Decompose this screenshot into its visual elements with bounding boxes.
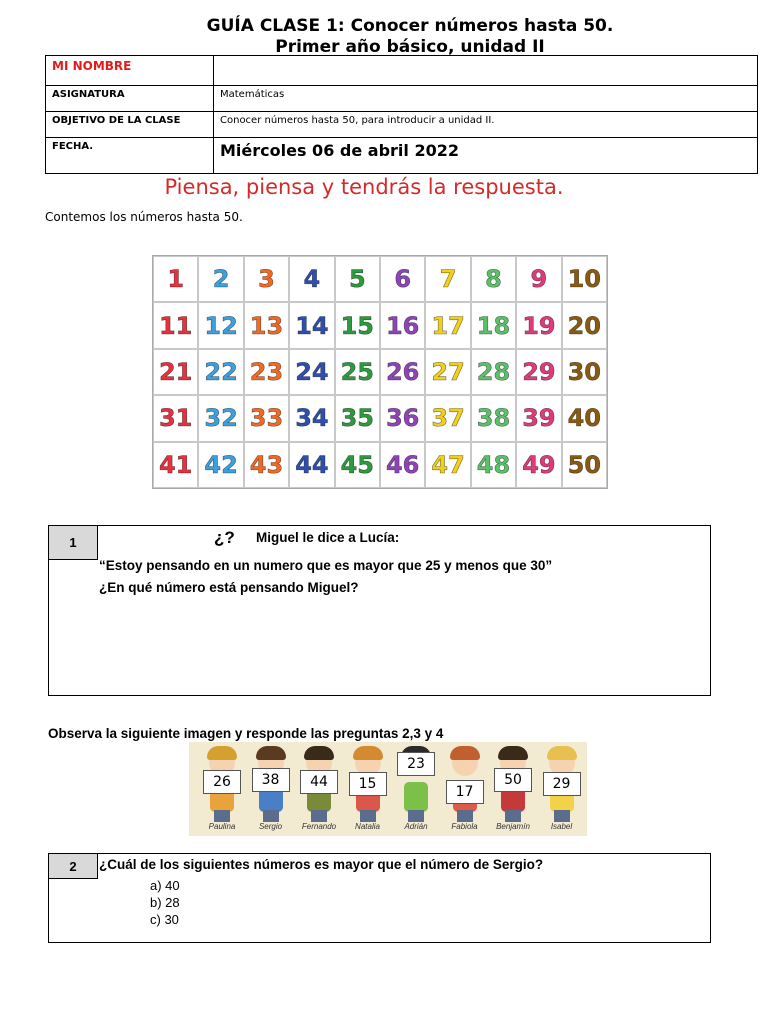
motto: Piensa, piensa y tendrás la respuesta. xyxy=(164,175,564,199)
child-name: Sergio xyxy=(258,822,283,831)
number-cell: 25 xyxy=(335,349,380,395)
child-number-card: 17 xyxy=(446,780,484,804)
number-cell: 3 xyxy=(244,256,289,302)
name-label: MI NOMBRE xyxy=(46,56,214,86)
child-hair-icon xyxy=(207,746,237,760)
number-cell: 19 xyxy=(516,302,561,348)
child-hair-icon xyxy=(304,746,334,760)
question-1-mark: ¿? xyxy=(214,528,235,547)
child-number-card: 26 xyxy=(203,770,241,794)
subject-value: Matemáticas xyxy=(214,86,758,112)
question-1-line2: ¿En qué número está pensando Miguel? xyxy=(99,580,359,595)
child-number-card: 44 xyxy=(300,770,338,794)
observe-instruction: Observa la siguiente imagen y responde las preguntas 2,3 y 4 xyxy=(48,726,444,741)
number-cell: 12 xyxy=(198,302,243,348)
child-hair-icon xyxy=(450,746,480,760)
number-cell: 43 xyxy=(244,442,289,488)
number-cell: 37 xyxy=(425,395,470,441)
child-name: Fabiola xyxy=(451,822,478,831)
question-1-line1: “Estoy pensando en un numero que es mayor que 25 y menos que 30” xyxy=(99,558,553,573)
number-cell: 17 xyxy=(425,302,470,348)
child-name: Benjamín xyxy=(496,822,530,831)
number-cell: 4 xyxy=(289,256,334,302)
info-table xyxy=(45,55,758,174)
child-number-card: 29 xyxy=(543,772,581,796)
subject-label: ASIGNATURA xyxy=(46,86,214,112)
child-legs-icon xyxy=(214,810,230,822)
number-cell: 22 xyxy=(198,349,243,395)
number-cell: 34 xyxy=(289,395,334,441)
child-number-card: 23 xyxy=(397,752,435,776)
number-cell: 14 xyxy=(289,302,334,348)
date-label: FECHA. xyxy=(46,138,214,174)
number-cell: 16 xyxy=(380,302,425,348)
child-legs-icon xyxy=(263,810,279,822)
question-2-option-a[interactable]: a) 40 xyxy=(150,878,180,893)
question-2-option-b[interactable]: b) 28 xyxy=(150,895,180,910)
child-legs-icon xyxy=(360,810,376,822)
child-number-card: 38 xyxy=(252,768,290,792)
question-2-text: ¿Cuál de los siguientes números es mayor que el número de Sergio? xyxy=(99,857,544,872)
number-cell: 38 xyxy=(471,395,516,441)
date-value: Miércoles 06 de abril 2022 xyxy=(214,138,758,174)
child-legs-icon xyxy=(311,810,327,822)
number-cell: 46 xyxy=(380,442,425,488)
child-legs-icon xyxy=(457,810,473,822)
number-cell: 36 xyxy=(380,395,425,441)
number-cell: 20 xyxy=(562,302,607,348)
child-hair-icon xyxy=(353,746,383,760)
child-legs-icon xyxy=(408,810,424,822)
number-cell: 8 xyxy=(471,256,516,302)
number-cell: 39 xyxy=(516,395,561,441)
child-name: Isabel xyxy=(550,822,573,831)
question-2-box xyxy=(48,853,711,943)
number-cell: 6 xyxy=(380,256,425,302)
objective-value: Conocer números hasta 50, para introducir a unidad II. xyxy=(214,112,758,138)
number-cell: 1 xyxy=(153,256,198,302)
guide-title: GUÍA CLASE 1: Conocer números hasta 50. xyxy=(206,16,614,36)
number-cell: 24 xyxy=(289,349,334,395)
number-cell: 31 xyxy=(153,395,198,441)
child-hair-icon xyxy=(256,746,286,760)
number-cell: 13 xyxy=(244,302,289,348)
intro-text: Contemos los números hasta 50. xyxy=(45,210,243,224)
number-cell: 29 xyxy=(516,349,561,395)
child-legs-icon xyxy=(554,810,570,822)
number-cell: 2 xyxy=(198,256,243,302)
number-grid xyxy=(152,255,608,489)
number-cell: 44 xyxy=(289,442,334,488)
number-cell: 7 xyxy=(425,256,470,302)
number-cell: 41 xyxy=(153,442,198,488)
child-name: Fernando xyxy=(301,822,337,831)
children-illustration xyxy=(189,742,587,836)
number-cell: 42 xyxy=(198,442,243,488)
number-cell: 33 xyxy=(244,395,289,441)
number-cell: 50 xyxy=(562,442,607,488)
number-cell: 35 xyxy=(335,395,380,441)
child-number-card: 50 xyxy=(494,768,532,792)
number-cell: 47 xyxy=(425,442,470,488)
number-cell: 11 xyxy=(153,302,198,348)
number-cell: 30 xyxy=(562,349,607,395)
child-number-card: 15 xyxy=(349,772,387,796)
number-cell: 10 xyxy=(562,256,607,302)
child-name: Adrián xyxy=(404,822,428,831)
question-1-box xyxy=(48,525,711,696)
guide-subtitle: Primer año básico, unidad II xyxy=(275,37,545,57)
child-body-icon xyxy=(404,782,428,812)
child-legs-icon xyxy=(505,810,521,822)
number-cell: 18 xyxy=(471,302,516,348)
number-cell: 5 xyxy=(335,256,380,302)
question-2-option-c[interactable]: c) 30 xyxy=(150,912,179,927)
number-cell: 21 xyxy=(153,349,198,395)
name-value[interactable] xyxy=(214,56,758,86)
number-cell: 9 xyxy=(516,256,561,302)
child-name: Paulina xyxy=(208,822,236,831)
child-hair-icon xyxy=(547,746,577,760)
number-cell: 15 xyxy=(335,302,380,348)
number-cell: 45 xyxy=(335,442,380,488)
question-1-heading: Miguel le dice a Lucía: xyxy=(256,530,400,545)
number-cell: 32 xyxy=(198,395,243,441)
number-cell: 40 xyxy=(562,395,607,441)
question-1-number: 1 xyxy=(49,526,98,560)
number-cell: 48 xyxy=(471,442,516,488)
number-cell: 28 xyxy=(471,349,516,395)
question-2-number: 2 xyxy=(49,854,98,879)
number-cell: 27 xyxy=(425,349,470,395)
number-cell: 23 xyxy=(244,349,289,395)
number-cell: 26 xyxy=(380,349,425,395)
child-hair-icon xyxy=(498,746,528,760)
child-name: Natalia xyxy=(355,822,380,831)
number-cell: 49 xyxy=(516,442,561,488)
objective-label: OBJETIVO DE LA CLASE xyxy=(46,112,214,138)
